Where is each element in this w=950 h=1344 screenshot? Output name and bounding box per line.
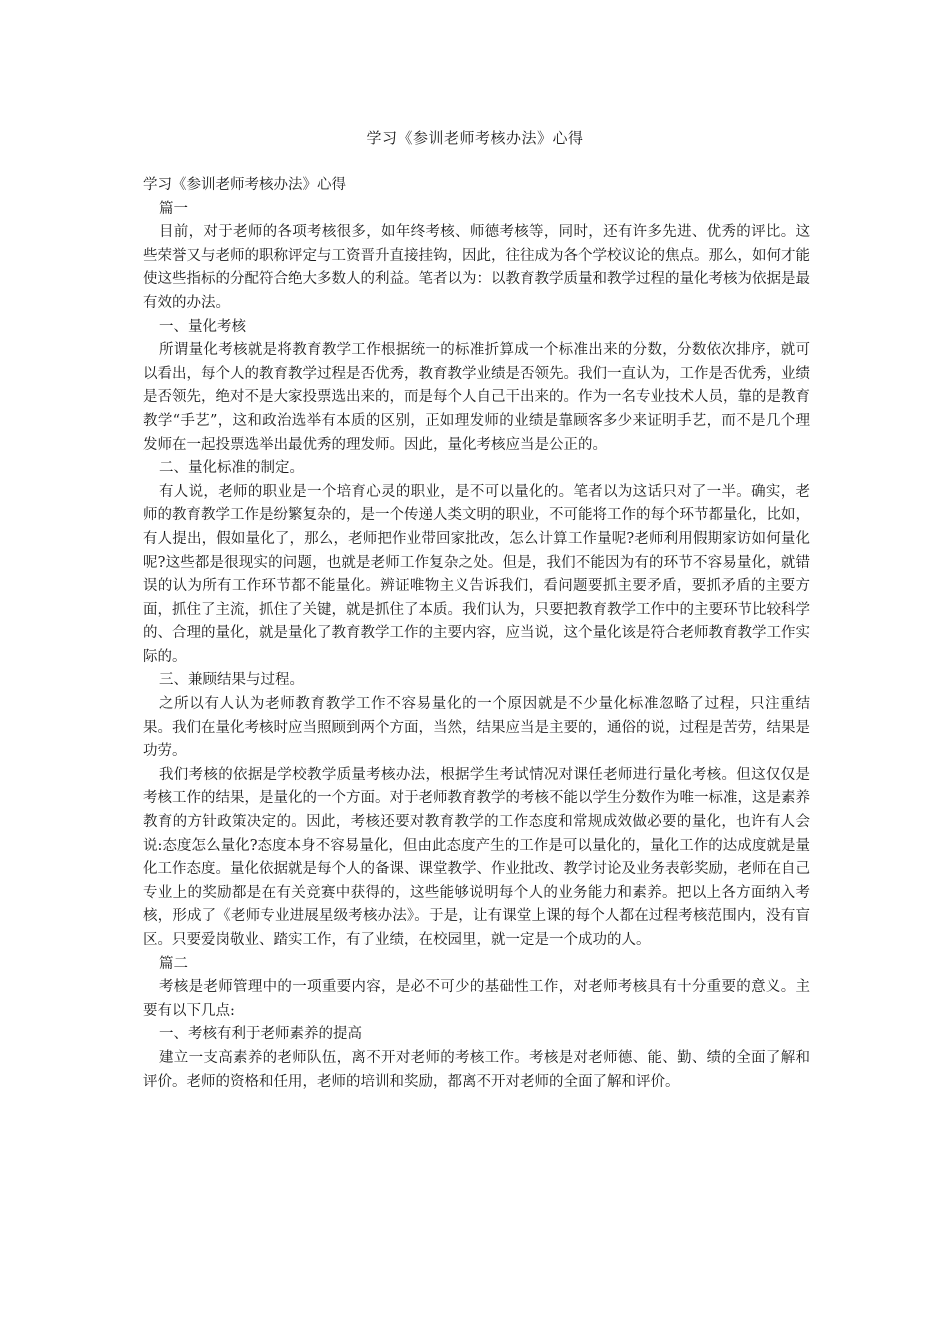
paragraph: 有人说，老师的职业是一个培育心灵的职业，是不可以量化的。笔者以为这话只对了一半。确实，老师的教育教学工作是纷繁复杂的，是一个传递人类文明的职业，不可能将工作的每个环节都量化，比如，有人提出，假如量化了，那么，老师把作业带回家批改，怎么计算工作量呢?老师利用假期家访如何量化呢?这些都是很现实的问题，也就是老师工作复杂之处。但是，我们不能因为有的环节不容易量化，就错误的认为所有工作环节都不能量化。辨证唯物主义告诉我们，看问题要抓主要矛盾，要抓矛盾的主要方面，抓住了主流，抓住了关键，就是抓住了本质。我们认为，只要把教育教学工作中的主要环节比较科学的、合理的量化，就是量化了教育教学工作的主要内容，应当说，这个量化该是符合老师教育教学工作实际的。 (143, 483, 810, 665)
section-heading: 一、考核有利于老师素养的提高 (159, 1026, 362, 1043)
document-body (143, 174, 810, 1094)
document-subtitle: 学习《参训老师考核办法》心得 (143, 177, 346, 193)
section-heading-part-two: 篇二 (159, 955, 188, 972)
paragraph: 所谓量化考核就是将教育教学工作根据统一的标准折算成一个标准出来的分数，分数依次排序，就可以看出，每个人的教育教学过程是否优秀，教育教学业绩是否领先。我们一直认为，工作是否优秀，业绩是否领先，绝对不是大家投票选出来的，而是每个人自己干出来的。作为一名专业技术人员，靠的是教育教学“手艺”，这和政治选举有本质的区别，正如理发师的业绩是靠顾客多少来证明手艺，而不是几个理发师在一起投票选举出最优秀的理发师。因此，量化考核应当是公正的。 (143, 342, 810, 453)
section-heading-part-one: 篇一 (159, 200, 188, 217)
paragraph: 我们考核的依据是学校教学质量考核办法，根据学生考试情况对课任老师进行量化考核。但这仅仅是考核工作的结果，是量化的一个方面。对于老师教育教学的考核不能以学生分数作为唯一标准，这是素养教育的方针政策决定的。因此，考核还要对教育教学的工作态度和常规成效做必要的量化，也许有人会说:态度怎么量化?态度本身不容易量化，但由此态度产生的工作是可以量化的，量化工作的达成度就是量化工作态度。量化依据就是每个人的备课、课堂教学、作业批改、教学讨论及业务表彰奖励，老师在自己专业上的奖励都是在有关竞赛中获得的，这些能够说明每个人的业务能力和素养。把以上各方面纳入考核，形成了《老师专业进展星级考核办法》。于是，让有课堂上课的每个人都在过程考核范围内，没有盲区。只要爱岗敬业、踏实工作，有了业绩，在校园里，就一定是一个成功的人。 (143, 766, 810, 948)
section-heading: 一、量化考核 (159, 318, 246, 335)
paragraph: 之所以有人认为老师教育教学工作不容易量化的一个原因就是不少量化标准忽略了过程，只注重结果。我们在量化考核时应当照顾到两个方面，当然，结果应当是主要的，通俗的说，过程是苦劳，结果是功劳。 (143, 696, 810, 760)
document-title: 学习《参训老师考核办法》心得 (366, 129, 584, 147)
paragraph: 建立一支高素养的老师队伍，离不开对老师的考核工作。考核是对老师德、能、勤、绩的全面了解和评价。老师的资格和任用，老师的培训和奖励，都离不开对老师的全面了解和评价。 (143, 1049, 810, 1090)
section-heading: 三、兼顾结果与过程。 (159, 672, 304, 689)
paragraph: 目前，对于老师的各项考核很多，如年终考核、师德考核等，同时，还有许多先进、优秀的评比。这些荣誉又与老师的职称评定与工资晋升直接挂钩，因此，往往成为各个学校议论的焦点。那么，如何才能使这些指标的分配符合绝大多数人的利益。笔者以为：以教育教学质量和教学过程的量化考核为依据是最有效的办法。 (143, 224, 810, 311)
paragraph: 考核是老师管理中的一项重要内容，是必不可少的基础性工作，对老师考核具有十分重要的意义。主要有以下几点: (143, 979, 810, 1019)
section-heading: 二、量化标准的制定。 (159, 460, 304, 477)
